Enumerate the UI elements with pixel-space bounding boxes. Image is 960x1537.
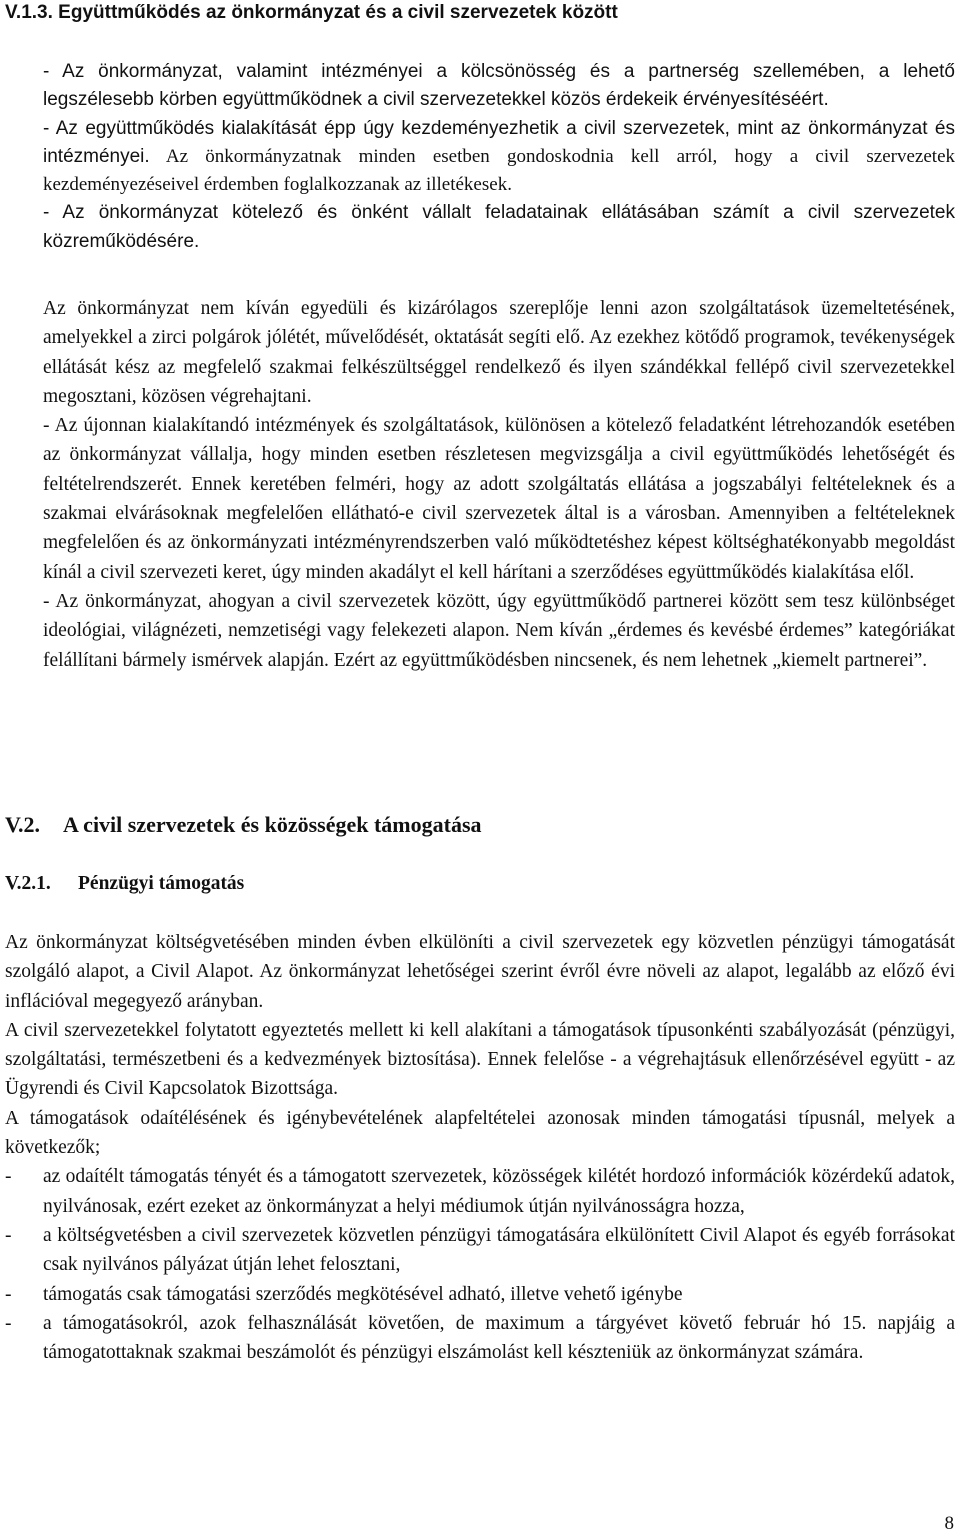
paragraph-regulation: A civil szervezetekkel folytatott egyeztetés mellett ki kell alakítani a támogatások típusonkénti szabályozását (pénzügyi, szolgáltatási, természetbeni és a kedvezmények biztosítása). Ennek felelőse - a végrehajtásuk ellenőrzésével együtt - az Ügyrendi és Civil Kapcsolatok Bizottsága. — [5, 1019, 955, 1100]
paragraph-conditions-intro: A támogatások odaítélésének és igénybevételének alapfeltételei azonosak minden támogatási típusnál, melyek a következők; — [5, 1107, 955, 1159]
section-heading-v-2 — [5, 810, 482, 840]
paragraph-not-sole-operator: Az önkormányzat nem kíván egyedüli és kizárólagos szereplője lenni azon szolgáltatások üzemeltetésének, amelyekkel a zirci polgárok jólétét, művelődését, oktatását segíti elő. Az ezekhez kötődő programok, tevékenységek ellátását kész az megfelelő szakmai felkészültséggel rendelkező és ilyen szándékkal fellépő civil szervezetekkel megosztani, közösen végrehajtani. — [43, 298, 955, 407]
list-item — [5, 1221, 955, 1280]
list-item — [5, 1280, 955, 1309]
paragraph-mandatory-tasks-start: - Az önkormányzat kötelező és önként vállalt feladatainak ellátásában számít a civil szervezetek közreműködésére. — [43, 202, 955, 252]
paragraph-no-discrimination: - Az önkormányzat, ahogyan a civil szervezetek között, úgy együttműködő partnerei között sem tesz különbséget ideológiai, világnézeti, nemzetiségi vagy felekezeti alapon. Nem kíván „érdemes és kevésbé érdemes” kategóriákat felállítani bármely ismérvek alapján. Ezért az együttműködésben nincsenek, és nem lehetnek „kiemelt partnerei”. — [43, 590, 955, 671]
paragraph-mutual-cooperation: - Az önkormányzat, valamint intézményei a kölcsönösség és a partnerség szellemében, a lehető legszélesebb körben együttműködnek a civil szervezetekkel közös érdekeik érvényesítéséért. — [43, 61, 955, 111]
paragraph-civil-fund: Az önkormányzat költségvetésében minden évben elkülöníti a civil szervezetek egy közvetlen pénzügyi támogatását szolgáló alapot, a Civil Alapot. Az önkormányzat lehetőségei szerint évről évre növeli az alapot, legalább az előző évi inflációval megegyező arányban. — [5, 932, 955, 1012]
subsection-title: Pénzügyi támogatás — [78, 873, 245, 894]
subsection-number: V.2.1. — [5, 873, 51, 894]
cooperation-text-block — [43, 58, 955, 256]
section-title: A civil szervezetek és közösségek támogatása — [63, 812, 482, 837]
list-dash: - — [5, 1166, 12, 1188]
list-dash: - — [5, 1283, 12, 1305]
list-item — [5, 1309, 955, 1368]
list-item-text: az odaítélt támogatás tényét és a támogatott szervezetek, közösségek kilétét hordozó információk közérdekű adatok, nyilvánosak, ezért ezeket az önkormányzat a helyi médiumok útján nyilvánosságra hozza, — [43, 1166, 955, 1217]
conditions-list — [5, 1162, 955, 1367]
list-item-text: támogatás csak támogatási szerződés megkötésével adható, illetve vehető igénybe — [43, 1283, 683, 1305]
services-text-block — [43, 294, 955, 675]
list-item-text: a támogatásokról, azok felhasználását követően, de maximum a tárgyévet követő február hó 15. napjáig a támogatottaknak szakmai beszámolót és pénzügyi elszámolást kell készteniük az önkormányzat számára. — [43, 1312, 955, 1364]
page-number: 8 — [944, 1513, 954, 1534]
paragraph-initiation-part1: - Az együttműködés kialakítását épp úgy kezdeményezhetik a civil szervezetek, mint az önkormányzat és intézményei. — [43, 117, 955, 167]
paragraph-initiation-part2: Az önkormányzatnak minden esetben gondoskodnia kell arról, hogy a civil szervezetek kezdeményezéseivel érdemben foglalkozzanak az illetékesek. — [43, 145, 955, 196]
paragraph-new-institutions: - Az újonnan kialakítandó intézmények és szolgáltatások, különösen a kötelező feladatként létrehozandók esetében az önkormányzat vállalja, hogy minden esetben részletesen megvizsgálja a civil együttműködés lehetőségét és feltételrendszerét. Ennek keretében felméri, hogy az adott szolgáltatás ellátása a jogszabályi feltételeknek és a szakmai elvárásoknak megfelelően ellátható-e civil szervezetek által is a városban. Amennyiben a feltételeknek megfelelően és az önkormányzati intézményrendszerben való működtetéshez képest költséghatékonyabb megoldást kínál a civil szervezeti keret, úgy minden akadályt el kell hárítani a szerződéses együttműködés kialakítása elől. — [43, 415, 955, 583]
list-dash: - — [5, 1224, 12, 1246]
list-item-text: a költségvetésben a civil szervezetek közvetlen pénzügyi támogatására elkülönített Civil Alapot és egyéb forrásokat csak nyilvános pályázat útján lehet felosztani, — [43, 1224, 955, 1276]
section-number: V.2. — [5, 812, 41, 837]
list-dash: - — [5, 1312, 12, 1334]
section-heading-v-1-3: V.1.3. Együttműködés az önkormányzat és a civil szervezetek között — [5, 2, 618, 23]
paragraph-initiation — [43, 115, 955, 200]
list-item — [5, 1162, 955, 1221]
section-heading-v-2-1 — [5, 870, 244, 898]
financial-support-text-block — [5, 928, 955, 1367]
